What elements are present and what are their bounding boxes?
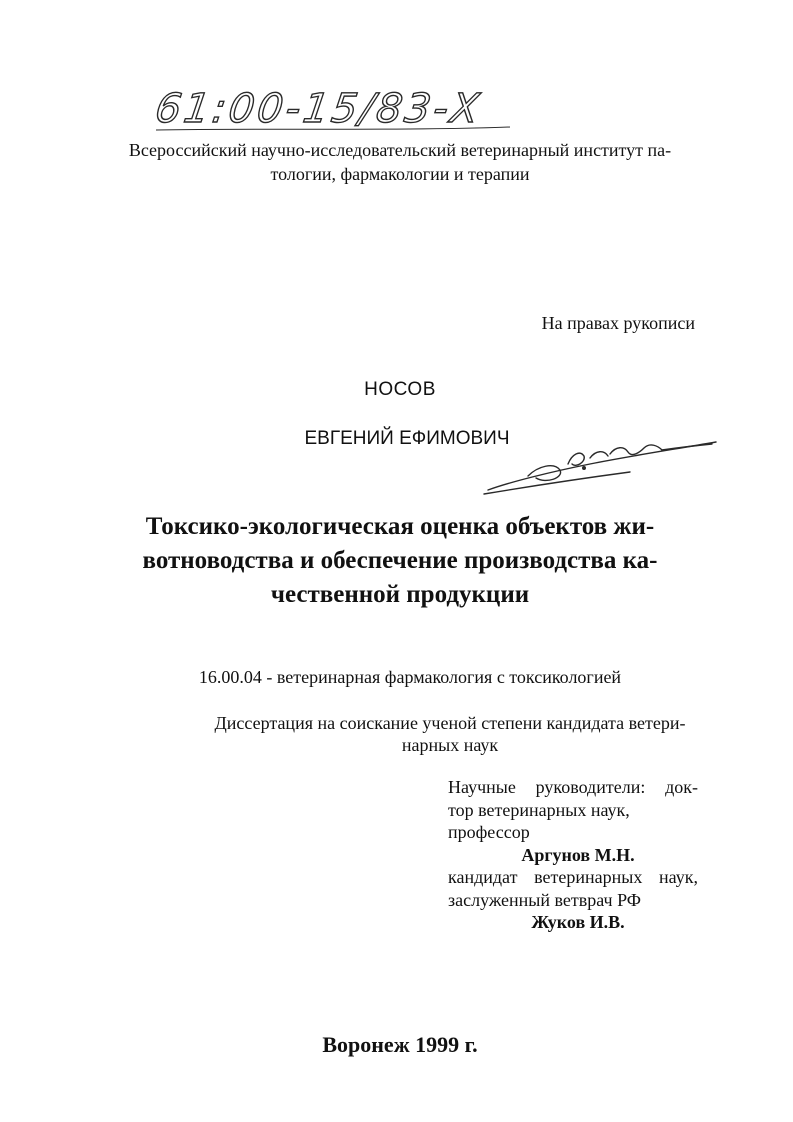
supervisor-1-title-line-2: профессор bbox=[448, 822, 530, 842]
supervisor-1-title-line-1: тор ветеринарных наук, bbox=[448, 799, 630, 820]
supervisor-2-name: Жуков И.В. bbox=[531, 912, 625, 932]
svg-text:61:00-15/83-Х: 61:00-15/83-Х bbox=[152, 86, 485, 132]
degree-statement bbox=[170, 712, 730, 756]
degree-line-1: Диссертация на соискание ученой степени кандидата ветери- bbox=[214, 713, 686, 733]
degree-line-2: нарных наук bbox=[401, 735, 499, 755]
supervisor-1-name: Аргунов М.Н. bbox=[521, 844, 635, 865]
institute-line-1: Всероссийский научно-исследовательский ветеринарный институт па- bbox=[128, 140, 672, 160]
scientific-supervisors bbox=[448, 776, 698, 934]
author-surname: НОСОВ bbox=[364, 379, 436, 400]
author-given-names: ЕВГЕНИЙ ЕФИМОВИЧ bbox=[304, 428, 510, 449]
city-and-year: Воронеж 1999 г. bbox=[322, 1032, 478, 1057]
institute-line-2: тологии, фармакологии и терапии bbox=[270, 164, 530, 184]
handwritten-archive-code bbox=[150, 78, 530, 138]
institute-name bbox=[100, 138, 700, 186]
manuscript-rights-note: На правах рукописи bbox=[541, 313, 695, 333]
supervisor-2-title-line-1: кандидат ветеринарных наук, bbox=[448, 867, 698, 887]
supervisors-heading: Научные руководители: док- bbox=[448, 777, 698, 797]
supervisor-2-title-line-2: заслуженный ветврач РФ bbox=[448, 889, 642, 910]
specialty-code: 16.00.04 - ветеринарная фармакология с токсикологией bbox=[198, 667, 622, 687]
thesis-title-line-3: чественной продукции bbox=[270, 581, 530, 608]
thesis-title-line-1: Токсико-экологическая оценка объектов жи- bbox=[145, 513, 655, 540]
thesis-title bbox=[90, 510, 710, 612]
thesis-title-line-2: вотноводства и обеспечение производства ка- bbox=[142, 547, 658, 574]
author-signature bbox=[480, 428, 720, 500]
